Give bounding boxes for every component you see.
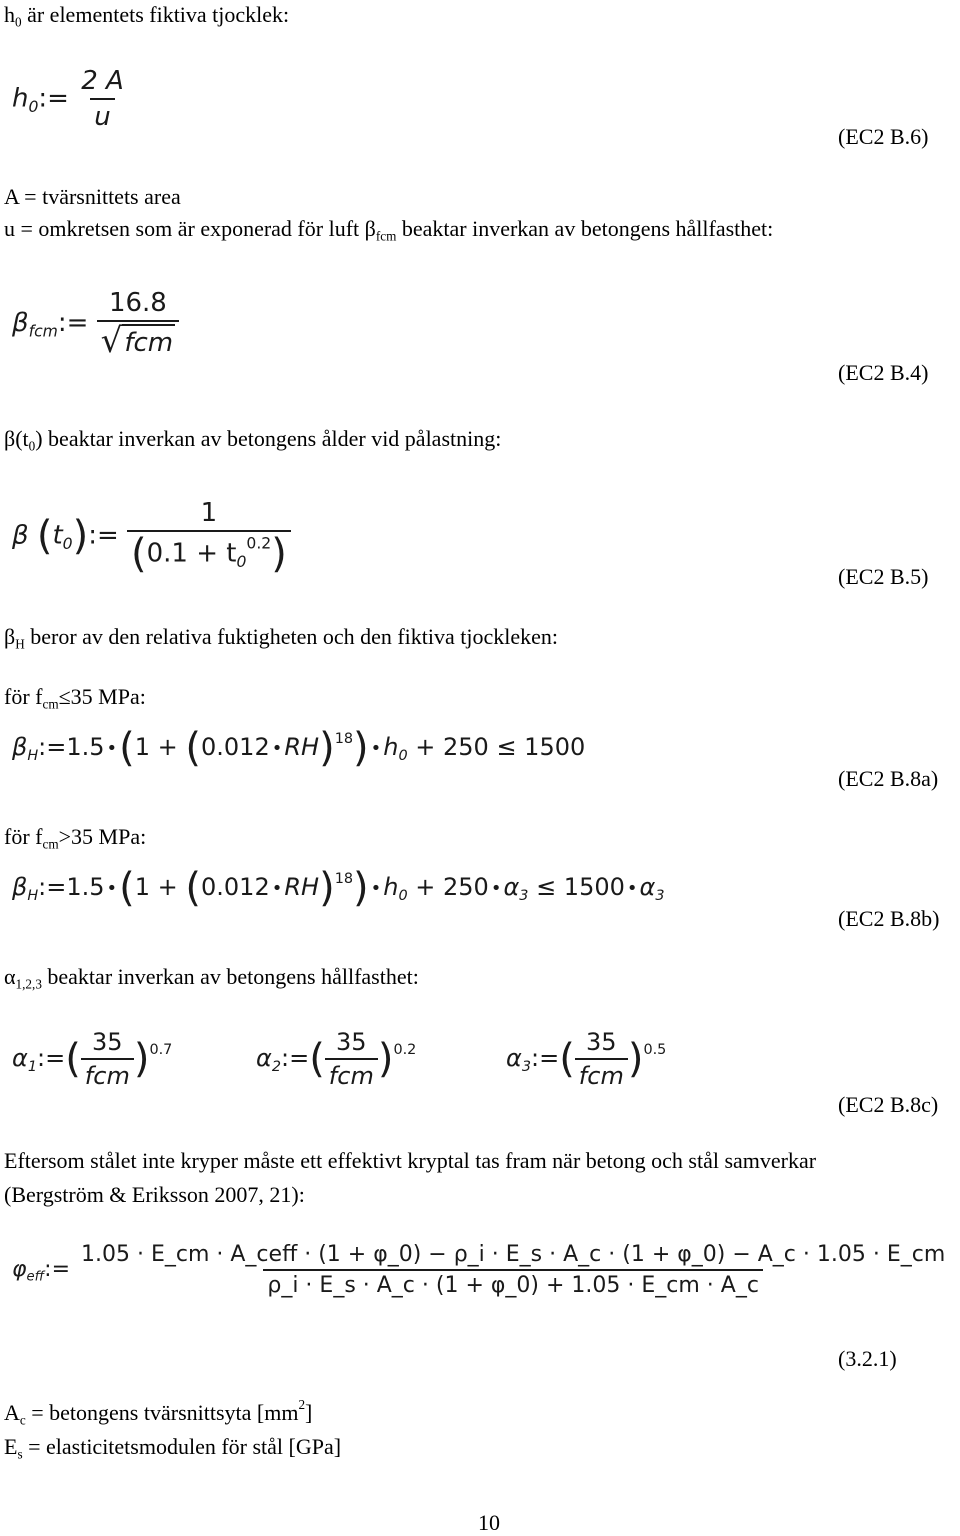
ref-eq-3-2-1: (3.2.1) <box>838 1346 897 1371</box>
alpha-intro: $\alpha_{1,2,3}$ beaktar inverkan av betongens hållfasthet: <box>4 964 419 992</box>
formula-alpha-2: $\alpha_2:=$( $\frac{35}{\text{fcm}}$ )$^{0.2}$ <box>256 1028 417 1090</box>
paragraph-line-1: Eftersom stålet inte kryper måste ett effektivt kryptal tas fram när betong och stål samverkar <box>4 1148 817 1173</box>
ref-ec2-b8a: (EC2 B.8a) <box>838 766 939 791</box>
formula-alpha-3: $\alpha_3:=$( $\frac{35}{\text{fcm}}$ )$^{0.5}$ <box>506 1028 667 1090</box>
phi-eff-numerator: 1.05 · E_cm · A_ceff · (1 + φ_0) − ρ_i · E_s · A_c · (1 + φ_0) − A_c · 1.05 · E_cm <box>81 1242 946 1267</box>
beta-t0-intro: $\beta(t_0)$ beaktar inverkan av betongens ålder vid pålastning: <box>4 426 502 454</box>
formula-phi-eff: $\varphi_{eff}:=$ 1.05 · E_cm · A_ceff · (1 + φ_0) − ρ_i · E_s · A_c · (1 + φ_0) − A_c · 1.05 · E_cm ρ_i · E_s · A_c · (1 + φ_0) + 1.05 · E_cm · A_c <box>12 1242 949 1298</box>
betaH-intro: $\beta_H$ beror av den relativa fuktigheten och den fiktiva tjockleken: <box>4 624 559 652</box>
h0-intro-text: $h_0$ är elementets fiktiva tjocklek: <box>4 2 290 30</box>
Es-definition: $E_s$ = elasticitetsmodulen för stål [GPa] <box>4 1434 342 1462</box>
formula-beta-fcm: $\beta_{fcm}:=$ 16.8 √ fcm <box>12 288 179 359</box>
phi-eff-denominator: ρ_i · E_s · A_c · (1 + φ_0) + 1.05 · E_cm · A_c <box>263 1269 763 1298</box>
formula-h0: $h_0:=$ $\frac{2 A}{u}$ <box>12 66 124 132</box>
ref-ec2-b5: (EC2 B.5) <box>838 564 929 589</box>
page-number: 10 <box>478 1510 500 1535</box>
formula-betaH-a: $\beta_H:=1.5$ •(1 + (0.012 •RH)$^{18}$) $•h_0 + 250 \le 1500$ <box>12 725 586 771</box>
paragraph-line-2: (Bergström & Eriksson 2007, 21): <box>4 1182 305 1207</box>
formula-alpha-1: $\alpha_1:=$( $\frac{35}{\text{fcm}}$ )$^{0.7}$ <box>12 1028 173 1090</box>
Ac-definition: $A_c$ = betongens tvärsnittsyta $[mm^2]$ <box>4 1396 313 1428</box>
formula-beta-t0: β $(t_0):=$ $\frac{1}{(0.1 + t_0^{0.2})}$ <box>12 498 291 574</box>
fcm-gt-35: för $f_{cm}>35$ MPa: <box>4 824 147 852</box>
ref-ec2-b8c: (EC2 B.8c) <box>838 1092 939 1117</box>
ref-ec2-b4: (EC2 B.4) <box>838 360 929 385</box>
ref-ec2-b8b: (EC2 B.8b) <box>838 906 940 931</box>
u-definition: u = omkretsen som är exponerad för luft $\beta_{fcm}$ beaktar inverkan av betongens hållfasthet: <box>4 216 774 244</box>
A-definition: A = tvärsnittets area <box>4 184 181 209</box>
fcm-le-35: för $f_{cm}\le 35$ MPa: <box>4 684 146 712</box>
formula-betaH-b: $\beta_H:=1.5$ •(1 + (0.012 •RH)$^{18}$) $•h_0 + 250$ $•\alpha_3 \le 1500$ $•\alpha_3$ <box>12 865 665 911</box>
ref-ec2-b6: (EC2 B.6) <box>838 124 929 149</box>
